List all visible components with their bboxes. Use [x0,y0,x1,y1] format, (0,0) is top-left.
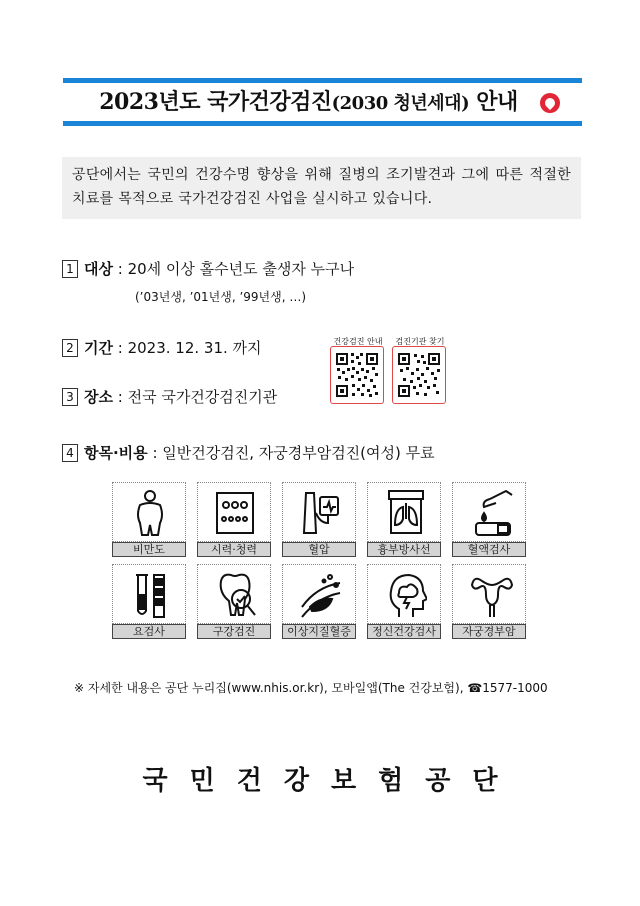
section-value: 2023. 12. 31. 까지 [127,339,262,357]
item-caption: 혈액검사 [452,542,526,557]
item-caption: 자궁경부암 [452,624,526,639]
item-caption: 요검사 [112,624,186,639]
item-caption: 흉부방사선 [367,542,441,557]
blood-test-icon [452,482,526,542]
section-label: 장소 [84,388,113,406]
title-end: 안내 [469,89,518,115]
nhis-logo-icon [540,93,560,113]
tooth-icon [197,564,271,624]
section-sep: : [112,388,128,406]
section-number: 1 [62,260,78,278]
title-paren: (2030 청년세대) [331,93,470,114]
qr-code-icon[interactable] [330,346,384,404]
blood-pressure-icon [282,482,356,542]
qr-label-guide: 건강검진 안내 [333,337,383,346]
page-title [63,84,582,120]
section-number: 3 [62,388,78,406]
intro-text: 공단에서는 국민의 건강수명 향상을 위해 질병의 조기발견과 그에 따른 적절한 치료를 목적으로 국가건강검진 사업을 실시하고 있습니다. [62,157,581,219]
head-storm-icon [367,564,441,624]
title-main: 년도 국가건강검진 [158,89,332,115]
body-icon [112,482,186,542]
section-label: 항목·비용 [84,444,148,462]
section-label: 대상 [84,260,113,278]
section-value: 전국 국가건강검진기관 [127,388,278,406]
section-value: 일반건강검진, 자궁경부암검진(여성) 무료 [162,444,435,462]
title-top-bar [63,78,582,83]
section-number: 4 [62,444,78,462]
section-sep: : [147,444,163,462]
item-caption: 이상지질혈증 [282,624,356,639]
section-target [62,258,354,279]
title-bottom-bar [63,121,582,126]
section-place [62,386,277,407]
section-label: 기간 [84,339,113,357]
item-caption: 비만도 [112,542,186,557]
section-sep: : [112,339,128,357]
section-number: 2 [62,339,78,357]
contact-footnote: ※ 자세한 내용은 공단 누리집(www.nhis.or.kr), 모바일앱(The 건강보험), ☎1577-1000 [74,681,548,695]
item-caption: 시력·청력 [197,542,271,557]
blood-vessel-icon [282,564,356,624]
item-caption: 정신건강검사 [367,624,441,639]
section-sep: : [112,260,128,278]
uterus-icon [452,564,526,624]
section-items-cost [62,442,435,463]
organization-name: 국민건강보험공단 [142,766,520,796]
eye-chart-icon [197,482,271,542]
section-period [62,337,262,358]
title-year: 2023 [99,89,159,115]
item-caption: 혈압 [282,542,356,557]
birth-year-note: (’03년생, ’01년생, ’99년생, …) [135,290,307,304]
section-value: 20세 이상 홀수년도 출생자 누구나 [127,260,355,278]
qr-label-find: 검진기관 찾기 [395,337,445,346]
chest-xray-icon [367,482,441,542]
item-caption: 구강검진 [197,624,271,639]
urine-test-icon [112,564,186,624]
qr-code-icon[interactable] [392,346,446,404]
